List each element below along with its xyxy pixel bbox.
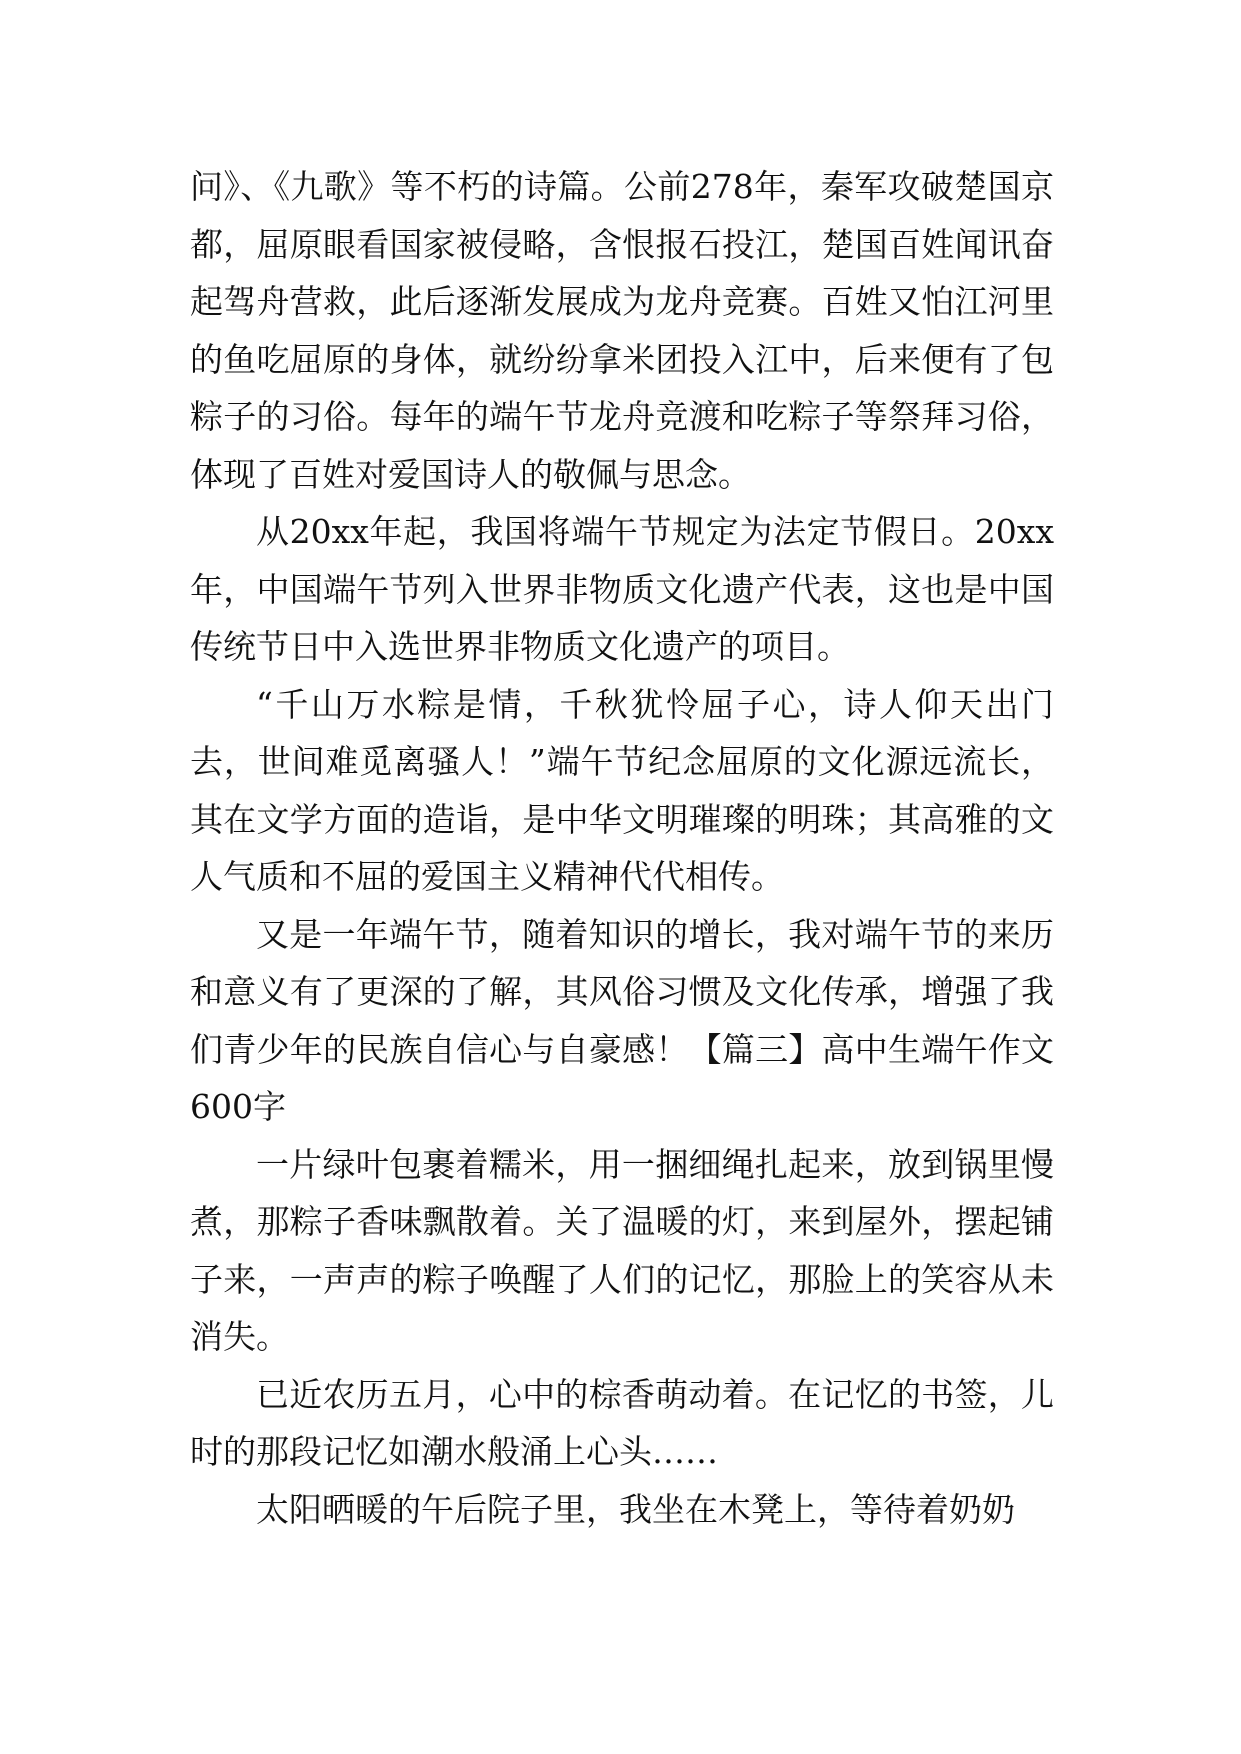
paragraph-holiday-history: 从20xx年起，我国将端午节规定为法定节假日。20xx年，中国端午节列入世界非物质文化遗产代表，这也是中国传统节日中入选世界非物质文化遗产的项目。 <box>190 512 1054 666</box>
paragraph-poem-quote: “千山万水粽是情，千秋犹怜屈子心，诗人仰天出门去，世间难觅离骚人！”端午节纪念屈原的文化源远流长，其在文学方面的造诣，是中华文明璀璨的明珠；其高雅的文人气质和不屈的爱国主义精神代代相传。 <box>190 684 1054 896</box>
document-body <box>190 158 1054 1538</box>
paragraph-zongzi: 一片绿叶包裹着糯米，用一捆细绳扎起来，放到锅里慢煮，那粽子香味飘散着。关了温暖的灯，来到屋外，摆起铺子来，一声声的粽子唤醒了人们的记忆，那脸上的笑容从未消失。 <box>190 1144 1054 1356</box>
paragraph-memory: 已近农历五月，心中的棕香萌动着。在记忆的书签，儿时的那段记忆如潮水般涌上心头…… <box>190 1374 1054 1471</box>
paragraph-essay-heading: 又是一年端午节，随着知识的增长，我对端午节的来历和意义有了更深的了解，其风俗习惯及文化传承，增强了我们青少年的民族自信心与自豪感！【篇三】高中生端午作文600字 <box>190 914 1054 1126</box>
paragraph-afternoon: 太阳晒暖的午后院子里，我坐在木凳上，等待着奶奶 <box>256 1489 1015 1529</box>
paragraph-continuation: 问》、《九歌》等不朽的诗篇。公前278年，秦军攻破楚国京都，屈原眼看国家被侵略，含恨报石投江，楚国百姓闻讯奋起驾舟营救，此后逐渐发展成为龙舟竞赛。百姓又怕江河里的鱼吃屈原的身体，就纷纷拿米团投入江中，后来便有了包粽子的习俗。每年的端午节龙舟竞渡和吃粽子等祭拜习俗，体现了百姓对爱国诗人的敬佩与思念。 <box>190 167 1054 494</box>
